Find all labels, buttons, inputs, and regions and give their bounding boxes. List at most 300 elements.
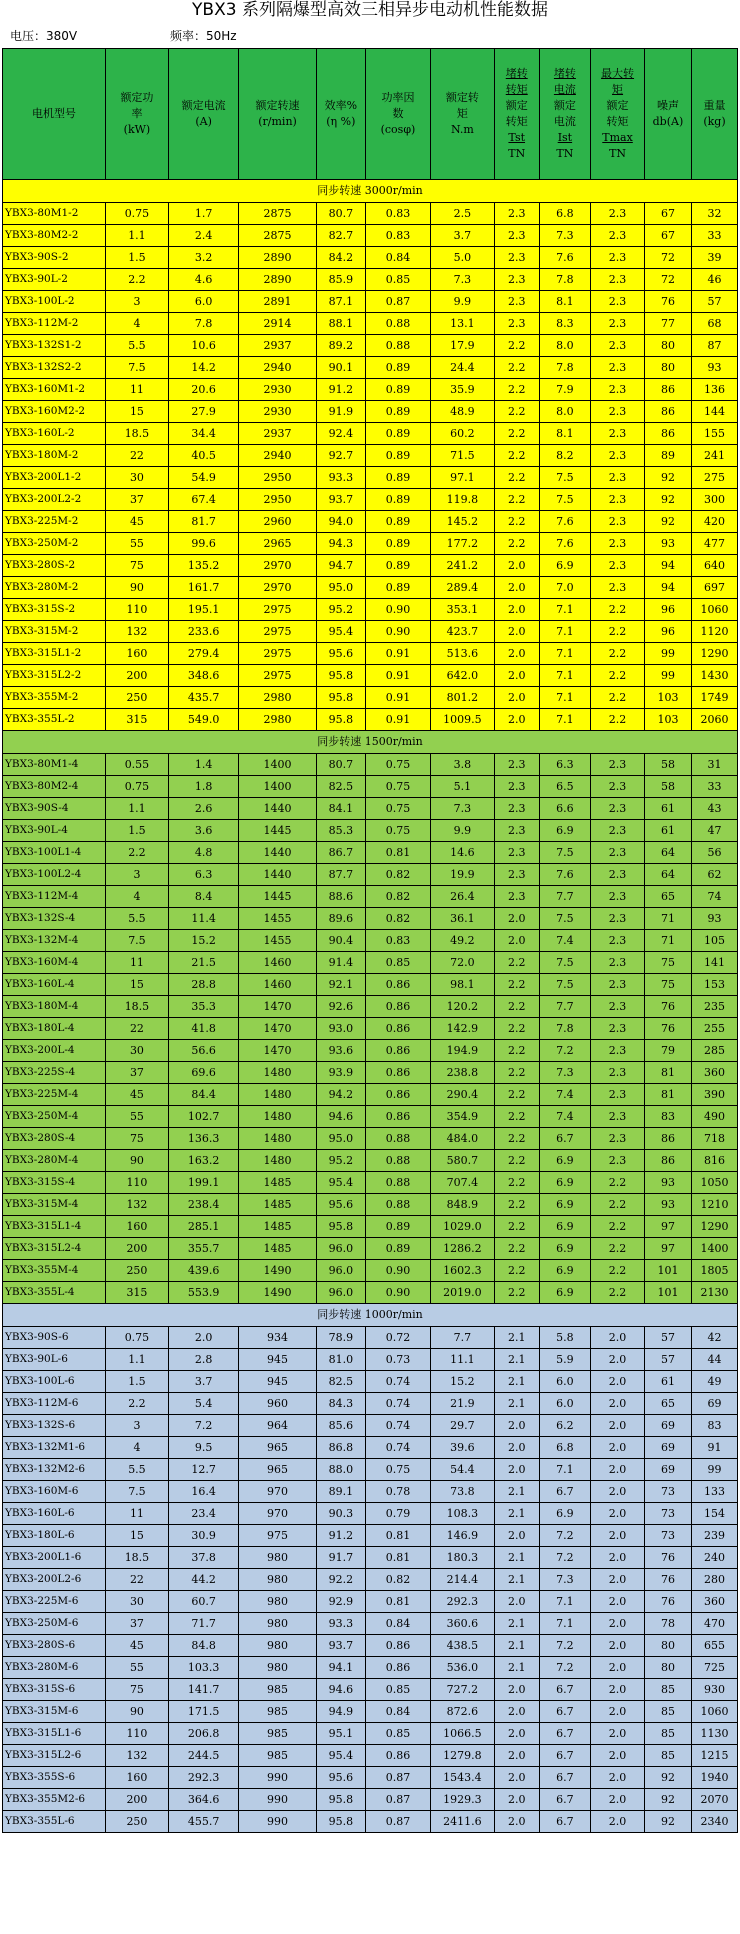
model-cell: YBX3-132S-6 [3,1415,106,1437]
value-cell: 93 [691,357,737,379]
value-cell: 78 [644,1613,691,1635]
value-cell: 2.3 [591,930,645,952]
value-cell: 7.5 [539,974,591,996]
value-cell: 55 [106,1657,169,1679]
value-cell: 0.55 [106,754,169,776]
value-cell: 2.3 [494,291,539,313]
value-cell: 233.6 [168,621,239,643]
value-cell: 990 [239,1767,316,1789]
value-cell: 718 [691,1128,737,1150]
value-cell: 2975 [239,665,316,687]
value-cell: 250 [106,1260,169,1282]
value-cell: 94 [644,555,691,577]
value-cell: 0.82 [365,864,430,886]
table-row [3,842,738,864]
value-cell: 0.89 [365,555,430,577]
value-cell: 4 [106,313,169,335]
value-cell: 95.8 [316,709,365,731]
value-cell: 1.5 [106,1371,169,1393]
value-cell: 6.9 [539,820,591,842]
value-cell: 1286.2 [430,1238,494,1260]
table-row [3,1260,738,1282]
value-cell: 2.0 [494,709,539,731]
value-cell: 2.3 [591,269,645,291]
value-cell: 0.79 [365,1503,430,1525]
value-cell: 2.1 [494,1503,539,1525]
value-cell: 56 [691,842,737,864]
value-cell: 2.2 [494,423,539,445]
value-cell: 275 [691,467,737,489]
value-cell: 2875 [239,203,316,225]
model-cell: YBX3-180M-4 [3,996,106,1018]
value-cell: 0.83 [365,930,430,952]
value-cell: 0.88 [365,1128,430,1150]
value-cell: 7.5 [539,467,591,489]
value-cell: 81.7 [168,511,239,533]
value-cell: 120.2 [430,996,494,1018]
value-cell: 980 [239,1591,316,1613]
value-cell: 8.0 [539,335,591,357]
value-cell: 2.0 [494,687,539,709]
value-cell: 2.3 [591,1106,645,1128]
value-cell: 49.2 [430,930,494,952]
value-cell: 72 [644,247,691,269]
value-cell: 72 [644,269,691,291]
value-cell: 7.1 [539,687,591,709]
value-cell: 2.2 [494,357,539,379]
value-cell: 74 [691,886,737,908]
value-cell: 2.2 [494,1194,539,1216]
value-cell: 97.1 [430,467,494,489]
value-cell: 290.4 [430,1084,494,1106]
value-cell: 76 [644,1569,691,1591]
value-cell: 95.8 [316,1811,365,1833]
value-cell: 94.6 [316,1679,365,1701]
value-cell: 980 [239,1657,316,1679]
value-cell: 1210 [691,1194,737,1216]
value-cell: 43 [691,798,737,820]
value-cell: 153 [691,974,737,996]
value-cell: 94.6 [316,1106,365,1128]
value-cell: 6.9 [539,1260,591,1282]
value-cell: 76 [644,1591,691,1613]
value-cell: 161.7 [168,577,239,599]
model-cell: YBX3-355M2-6 [3,1789,106,1811]
model-cell: YBX3-315S-6 [3,1679,106,1701]
value-cell: 45 [106,511,169,533]
value-cell: 92 [644,467,691,489]
value-cell: 14.6 [430,842,494,864]
value-cell: 54.9 [168,467,239,489]
table-row [3,1679,738,1701]
value-cell: 0.88 [365,313,430,335]
value-cell: 2.2 [591,1194,645,1216]
value-cell: 73 [644,1503,691,1525]
value-cell: 86.8 [316,1437,365,1459]
value-cell: 2.0 [168,1327,239,1349]
value-cell: 7.7 [539,996,591,1018]
value-cell: 75 [106,1128,169,1150]
value-cell: 970 [239,1503,316,1525]
value-cell: 73.8 [430,1481,494,1503]
value-cell: 0.87 [365,291,430,313]
table-row [3,1106,738,1128]
table-row [3,1525,738,1547]
value-cell: 490 [691,1106,737,1128]
value-cell: 54.4 [430,1459,494,1481]
value-cell: 4.6 [168,269,239,291]
value-cell: 83 [644,1106,691,1128]
model-cell: YBX3-280M-6 [3,1657,106,1679]
value-cell: 95.2 [316,1150,365,1172]
value-cell: 95.6 [316,643,365,665]
value-cell: 9.5 [168,1437,239,1459]
value-cell: 92.4 [316,423,365,445]
value-cell: 355.7 [168,1238,239,1260]
value-cell: 2.0 [591,1459,645,1481]
value-cell: 2.3 [591,886,645,908]
value-cell: 31 [691,754,737,776]
value-cell: 2.2 [494,511,539,533]
value-cell: 985 [239,1745,316,1767]
value-cell: 64 [644,864,691,886]
value-cell: 2.2 [591,621,645,643]
value-cell: 0.75 [106,203,169,225]
value-cell: 2.5 [430,203,494,225]
value-cell: 0.84 [365,247,430,269]
value-cell: 2.3 [591,1150,645,1172]
value-cell: 7.5 [106,357,169,379]
value-cell: 1.7 [168,203,239,225]
model-cell: YBX3-132M1-6 [3,1437,106,1459]
value-cell: 2.0 [494,643,539,665]
table-row [3,1371,738,1393]
value-cell: 727.2 [430,1679,494,1701]
value-cell: 985 [239,1701,316,1723]
value-cell: 2.3 [494,798,539,820]
value-cell: 2.0 [494,1591,539,1613]
table-row [3,1503,738,1525]
value-cell: 2.2 [494,1128,539,1150]
value-cell: 2.0 [494,599,539,621]
value-cell: 2937 [239,423,316,445]
value-cell: 2.0 [494,1459,539,1481]
value-cell: 2.0 [591,1789,645,1811]
value-cell: 101 [644,1260,691,1282]
model-cell: YBX3-225M-6 [3,1591,106,1613]
model-cell: YBX3-355L-6 [3,1811,106,1833]
value-cell: 2.2 [494,1282,539,1304]
value-cell: 96 [644,599,691,621]
model-cell: YBX3-100L-6 [3,1371,106,1393]
model-cell: YBX3-225S-4 [3,1062,106,1084]
value-cell: 98.1 [430,974,494,996]
model-cell: YBX3-355L-2 [3,709,106,731]
value-cell: 697 [691,577,737,599]
value-cell: 87 [691,335,737,357]
value-cell: 250 [106,687,169,709]
value-cell: 61 [644,798,691,820]
value-cell: 48.9 [430,401,494,423]
section-label: 同步转速 1000r/min [3,1304,738,1327]
value-cell: 85 [644,1745,691,1767]
value-cell: 2.8 [168,1349,239,1371]
value-cell: 2.1 [494,1371,539,1393]
value-cell: 92.6 [316,996,365,1018]
value-cell: 0.75 [365,820,430,842]
value-cell: 2.2 [591,1172,645,1194]
value-cell: 69 [691,1393,737,1415]
value-cell: 2.3 [591,754,645,776]
value-cell: 3.2 [168,247,239,269]
table-row [3,357,738,379]
value-cell: 2.1 [494,1349,539,1371]
value-cell: 75 [106,555,169,577]
value-cell: 2.2 [494,952,539,974]
value-cell: 94 [644,577,691,599]
value-cell: 200 [106,1238,169,1260]
value-cell: 0.74 [365,1371,430,1393]
value-cell: 354.9 [430,1106,494,1128]
value-cell: 86.7 [316,842,365,864]
value-cell: 2.3 [591,533,645,555]
value-cell: 2940 [239,357,316,379]
value-cell: 92.1 [316,974,365,996]
value-cell: 62 [691,864,737,886]
value-cell: 285 [691,1040,737,1062]
value-cell: 60.2 [430,423,494,445]
value-cell: 2980 [239,687,316,709]
value-cell: 36.1 [430,908,494,930]
value-cell: 2.3 [591,820,645,842]
table-row [3,533,738,555]
value-cell: 0.89 [365,445,430,467]
value-cell: 15 [106,1525,169,1547]
value-cell: 0.82 [365,886,430,908]
value-cell: 5.5 [106,908,169,930]
value-cell: 315 [106,709,169,731]
value-cell: 2.2 [494,1040,539,1062]
value-cell: 2019.0 [430,1282,494,1304]
value-cell: 725 [691,1657,737,1679]
value-cell: 15 [106,974,169,996]
value-cell: 2.2 [494,335,539,357]
value-cell: 2.2 [494,489,539,511]
value-cell: 69 [644,1459,691,1481]
value-cell: 96.0 [316,1238,365,1260]
value-cell: 279.4 [168,643,239,665]
value-cell: 93.6 [316,1040,365,1062]
value-cell: 0.85 [365,1723,430,1745]
value-cell: 0.86 [365,1040,430,1062]
value-cell: 92 [644,489,691,511]
value-cell: 155 [691,423,737,445]
page-title: YBX3 系列隔爆型高效三相异步电动机性能数据 [192,0,548,20]
model-cell: YBX3-132S-4 [3,908,106,930]
value-cell: 0.89 [365,357,430,379]
value-cell: 90 [106,1150,169,1172]
value-cell: 239 [691,1525,737,1547]
value-cell: 1060 [691,599,737,621]
table-row [3,996,738,1018]
table-row [3,665,738,687]
value-cell: 6.2 [539,1415,591,1437]
table-row [3,886,738,908]
value-cell: 513.6 [430,643,494,665]
value-cell: 2.0 [494,930,539,952]
value-cell: 92 [644,1767,691,1789]
model-cell: YBX3-112M-6 [3,1393,106,1415]
value-cell: 3.7 [430,225,494,247]
value-cell: 2.0 [591,1811,645,1833]
model-cell: YBX3-160L-2 [3,423,106,445]
value-cell: 40.5 [168,445,239,467]
table-row [3,1767,738,1789]
section-label: 同步转速 1500r/min [3,731,738,754]
value-cell: 99.6 [168,533,239,555]
value-cell: 2.3 [591,908,645,930]
value-cell: 0.88 [365,1150,430,1172]
table-row [3,1745,738,1767]
value-cell: 970 [239,1481,316,1503]
model-cell: YBX3-200L2-6 [3,1569,106,1591]
value-cell: 7.8 [539,1018,591,1040]
value-cell: 6.7 [539,1745,591,1767]
value-cell: 2.0 [591,1503,645,1525]
value-cell: 241 [691,445,737,467]
value-cell: 88.0 [316,1459,365,1481]
value-cell: 44.2 [168,1569,239,1591]
value-cell: 0.75 [365,798,430,820]
value-cell: 110 [106,1172,169,1194]
value-cell: 91.2 [316,379,365,401]
value-cell: 7.5 [539,908,591,930]
table-row [3,687,738,709]
value-cell: 11 [106,379,169,401]
model-cell: YBX3-315S-2 [3,599,106,621]
value-cell: 980 [239,1613,316,1635]
value-cell: 2.3 [591,423,645,445]
value-cell: 58 [644,776,691,798]
value-cell: 360 [691,1062,737,1084]
value-cell: 71.7 [168,1613,239,1635]
value-cell: 2.0 [591,1657,645,1679]
table-row [3,577,738,599]
table-header-row [3,49,738,180]
value-cell: 1485 [239,1216,316,1238]
value-cell: 93 [691,908,737,930]
value-cell: 135.2 [168,555,239,577]
value-cell: 45 [106,1084,169,1106]
value-cell: 1480 [239,1128,316,1150]
value-cell: 1215 [691,1745,737,1767]
table-row [3,709,738,731]
value-cell: 57 [644,1349,691,1371]
value-cell: 95.6 [316,1194,365,1216]
table-row [3,599,738,621]
table-row [3,335,738,357]
value-cell: 18.5 [106,996,169,1018]
value-cell: 1543.4 [430,1767,494,1789]
value-cell: 71.5 [430,445,494,467]
value-cell: 79 [644,1040,691,1062]
value-cell: 30 [106,1040,169,1062]
value-cell: 105 [691,930,737,952]
value-cell: 87.1 [316,291,365,313]
value-cell: 6.3 [539,754,591,776]
value-cell: 2.0 [494,1811,539,1833]
value-cell: 7.1 [539,643,591,665]
value-cell: 2.0 [494,1437,539,1459]
value-cell: 6.7 [539,1128,591,1150]
value-cell: 93.7 [316,1635,365,1657]
value-cell: 85 [644,1701,691,1723]
value-cell: 2.0 [591,1701,645,1723]
value-cell: 2.0 [591,1481,645,1503]
table-row [3,1349,738,1371]
value-cell: 90 [106,1701,169,1723]
value-cell: 99 [691,1459,737,1481]
value-cell: 94.1 [316,1657,365,1679]
value-cell: 1.1 [106,798,169,820]
value-cell: 6.7 [539,1789,591,1811]
value-cell: 160 [106,643,169,665]
value-cell: 2.2 [591,1282,645,1304]
value-cell: 91 [691,1437,737,1459]
value-cell: 94.2 [316,1084,365,1106]
value-cell: 84.8 [168,1635,239,1657]
value-cell: 72.0 [430,952,494,974]
value-cell: 206.8 [168,1723,239,1745]
header-max-torque: 最大转 矩 额定 转矩 Tmax TN [591,49,645,180]
value-cell: 6.9 [539,1282,591,1304]
value-cell: 5.5 [106,335,169,357]
value-cell: 86 [644,1150,691,1172]
model-cell: YBX3-280S-2 [3,555,106,577]
value-cell: 360.6 [430,1613,494,1635]
value-cell: 37 [106,1062,169,1084]
value-cell: 0.81 [365,1547,430,1569]
value-cell: 238.4 [168,1194,239,1216]
value-cell: 2.0 [494,621,539,643]
value-cell: 801.2 [430,687,494,709]
model-cell: YBX3-280S-4 [3,1128,106,1150]
value-cell: 76 [644,1018,691,1040]
value-cell: 0.81 [365,1591,430,1613]
model-cell: YBX3-132S1-2 [3,335,106,357]
value-cell: 95.8 [316,665,365,687]
value-cell: 6.9 [539,1503,591,1525]
value-cell: 2890 [239,247,316,269]
table-row [3,379,738,401]
value-cell: 2.3 [591,577,645,599]
value-cell: 7.2 [539,1547,591,1569]
header-weight: 重量 (kg) [691,49,737,180]
model-cell: YBX3-280M-4 [3,1150,106,1172]
value-cell: 7.3 [539,1569,591,1591]
value-cell: 7.4 [539,1084,591,1106]
value-cell: 3.6 [168,820,239,842]
value-cell: 108.3 [430,1503,494,1525]
value-cell: 1485 [239,1172,316,1194]
value-cell: 163.2 [168,1150,239,1172]
value-cell: 95.1 [316,1723,365,1745]
value-cell: 6.9 [539,1150,591,1172]
value-cell: 37 [106,1613,169,1635]
table-row [3,1591,738,1613]
value-cell: 2.2 [494,1084,539,1106]
value-cell: 75 [644,952,691,974]
